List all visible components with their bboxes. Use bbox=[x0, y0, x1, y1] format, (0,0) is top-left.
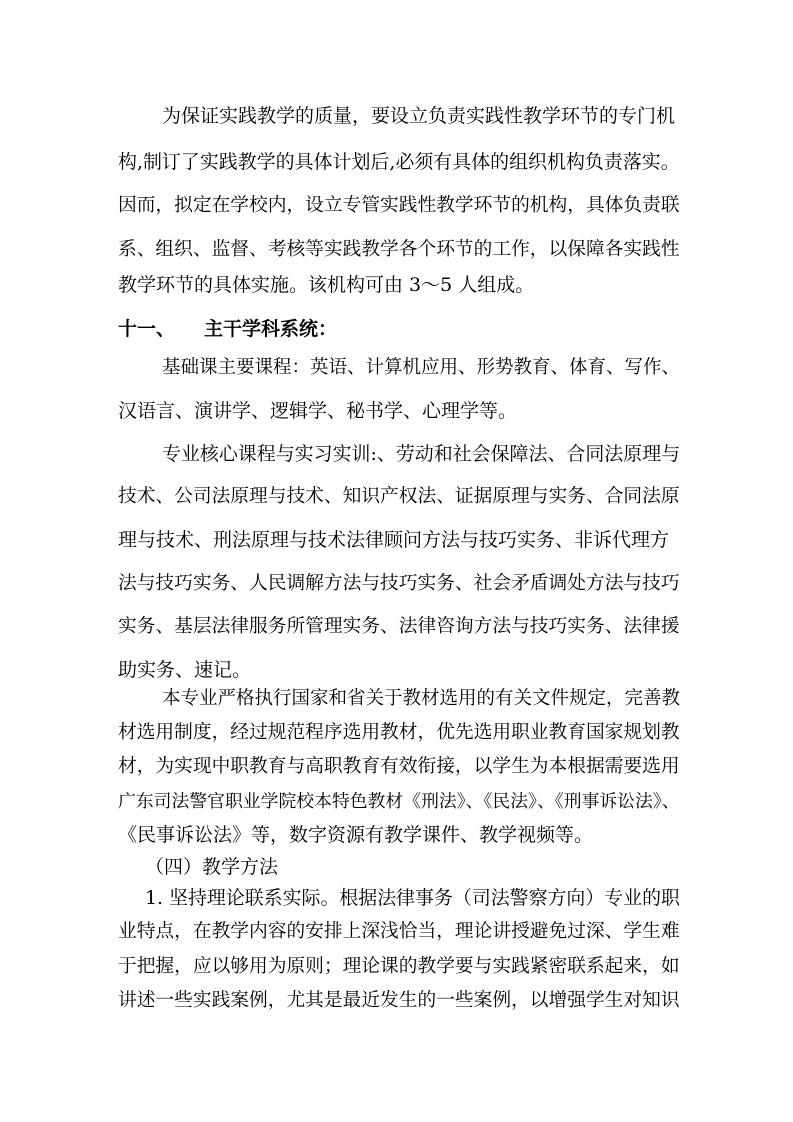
text-line: 为保证实践教学的质量，要设立负责实践性教学环节的专门机 bbox=[162, 105, 676, 127]
section-number: 十一、 bbox=[118, 318, 176, 340]
text-line: 助实务、速记。 bbox=[118, 659, 252, 681]
text-line: 材，为实现中职教育与高职教育有效衔接，以学生为本根据需要选用 bbox=[118, 756, 680, 777]
text-line: 构,制订了实践教学的具体计划后,必须有具体的组织机构负责落实。 bbox=[118, 151, 680, 173]
section-heading bbox=[118, 317, 337, 341]
text-line: 《民事诉讼法》等，数字资源有教学课件、教学视频等。 bbox=[118, 824, 594, 846]
text-line: 实务、基层法律服务所管理实务、法律咨询方法与技巧实务、法律援 bbox=[118, 616, 680, 637]
text-line: 业特点，在教学内容的安排上深浅恰当，理论讲授避免过深、学生难 bbox=[118, 921, 680, 942]
text-line: 基础课主要课程：英语、计算机应用、形势教育、体育、写作、 bbox=[162, 357, 681, 378]
section-title: 主干学科系统： bbox=[204, 318, 338, 340]
subheading-teaching-methods: （四）教学方法 bbox=[145, 856, 279, 878]
text-line: 讲述一些实践案例，尤其是最近发生的一些案例，以增强学生对知识 bbox=[118, 990, 680, 1011]
text-line: 系、组织、监督、考核等实践教学各个环节的工作，以保障各实践性 bbox=[118, 239, 680, 260]
text-line: 本专业严格执行国家和省关于教材选用的有关文件规定，完善教 bbox=[162, 688, 681, 709]
text-line: 汉语言、演讲学、逻辑学、秘书学、心理学等。 bbox=[118, 400, 518, 422]
text-line: 1. 坚持理论联系实际。根据法律事务（司法警察方向）专业的职 bbox=[145, 887, 680, 909]
text-line: 教学环节的具体实施。该机构可由 3～5 人组成。 bbox=[118, 274, 535, 296]
text-line: 法与技巧实务、人民调解方法与技巧实务、社会矛盾调处方法与技巧 bbox=[118, 573, 680, 594]
text-line: 因而，拟定在学校内，设立专管实践性教学环节的机构，具体负责联 bbox=[118, 195, 680, 216]
text-line: 专业核心课程与实习实训:、劳动和社会保障法、合同法原理与 bbox=[162, 443, 681, 465]
text-line: 材选用制度，经过规范程序选用教材，优先选用职业教育国家规划教 bbox=[118, 722, 680, 743]
text-line: 广东司法警官职业学院校本特色教材《刑法》、《民法》、《刑事诉讼法》、 bbox=[118, 791, 680, 812]
text-line: 技术、公司法原理与技术、知识产权法、证据原理与实务、合同法原 bbox=[118, 486, 680, 507]
text-line: 理与技术、刑法原理与技术法律顾问方法与技巧实务、非诉代理方 bbox=[118, 529, 670, 551]
text-line: 于把握，应以够用为原则；理论课的教学要与实践紧密联系起来，如 bbox=[118, 956, 680, 977]
